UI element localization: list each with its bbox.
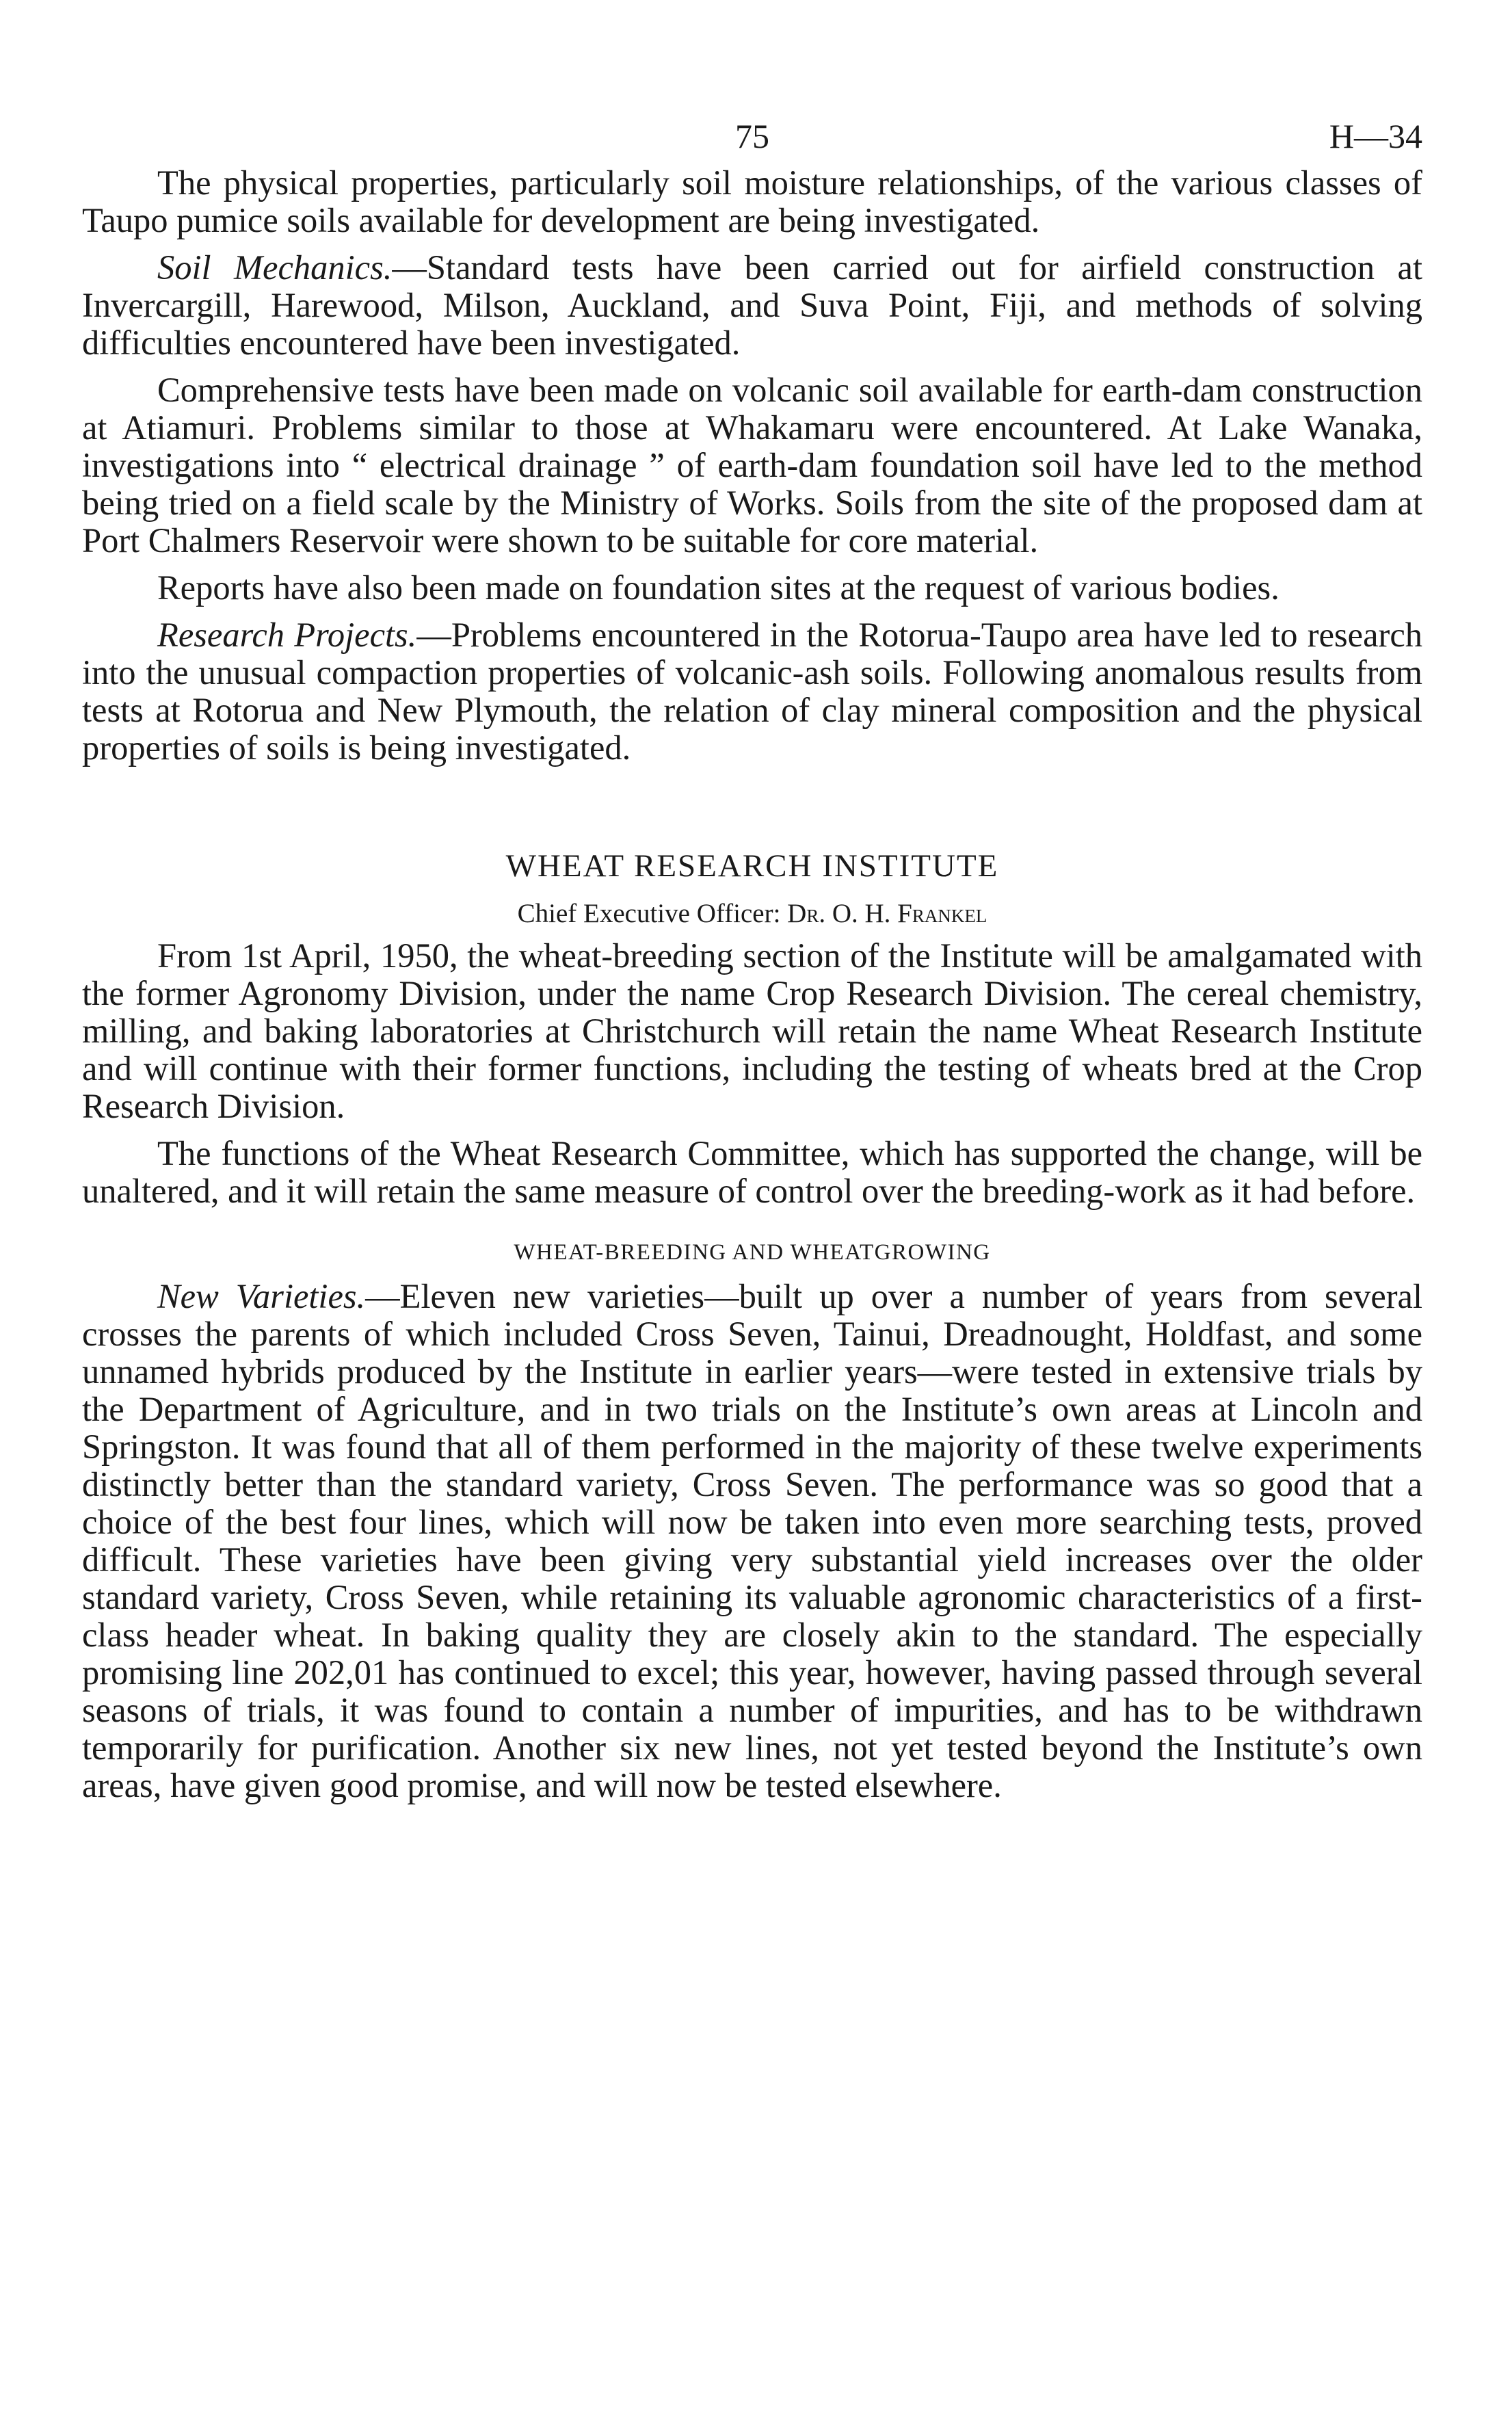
new-varieties-body: —Eleven new varieties—built up over a number of years from several crosses the parents of which included Cross Seven, Tainui, Dreadnought, Holdfast, and some unnamed hybrids produced by the Institute in earlier years—were tested in extensive trials by the Department of Agriculture, and in two trials on the Institute’s own areas at Lincoln and Springston. It was found that all of them performed in the majority of these twelve experiments distinctly better than the standard variety, Cross Seven. The performance was so good that a choice of the best four lines, which will now be taken into even more searching tests, proved difficult. These varieties have been giving very substantial yield increases over the older standard variety, Cross Seven, while retaining its valuable agronomic characteristics of a first-class header wheat. In baking quality they are closely akin to the standard. The especially promising line 202,01 has continued to excel; this year, however, having passed through several seasons of trials, it was found to contain a number of impurities, and has to be withdrawn temporarily for purification. Another six new lines, not yet tested beyond the Institute’s own areas, have given good promise, and will now be tested elsewhere. bbox=[82, 1277, 1422, 1804]
soil-mechanics-body: —Standard tests have been carried out for airfield construction at Invercargill, Harewood, Milson, Auckland, and Suva Point, Fiji, and methods of solving difficulties encountered have been investigated. bbox=[82, 248, 1422, 362]
chief-officer-line bbox=[82, 898, 1422, 929]
page-number: 75 bbox=[735, 117, 769, 155]
soil-mechanics-heading: Soil Mechanics. bbox=[157, 248, 393, 287]
paragraph-committee: The functions of the Wheat Research Committee, which has supported the change, will be unaltered, and it will retain the same measure of control over the breeding-work as it had before. bbox=[82, 1134, 1422, 1210]
paragraph-new-varieties bbox=[82, 1278, 1422, 1804]
document-page bbox=[82, 103, 1422, 1814]
document-reference: H—34 bbox=[1329, 117, 1422, 155]
page-header bbox=[82, 103, 1422, 164]
paragraph-foundation-reports: Reports have also been made on foundation sites at the request of various bodies. bbox=[157, 568, 1279, 607]
section-title: WHEAT RESEARCH INSTITUTE bbox=[505, 848, 999, 884]
research-projects-heading: Research Projects. bbox=[157, 616, 417, 654]
paragraph-pumice-soils: The physical properties, particularly soil moisture relationships, of the various classes of Taupo pumice soils available for development are being investigated. bbox=[82, 163, 1422, 239]
officer-name: Dr. O. H. Frankel bbox=[787, 899, 987, 928]
research-projects-body: —Problems encountered in the Rotorua-Taupo area have led to research into the unusual compaction properties of volcanic-ash soils. Following anomalous results from tests at Rotorua and New Plymouth, the relation of clay mineral composition and the physical properties of soils is being investigated. bbox=[82, 616, 1422, 767]
subsection-title: WHEAT-BREEDING AND WHEATGROWING bbox=[514, 1240, 991, 1265]
paragraph-soil-mechanics bbox=[82, 249, 1422, 362]
paragraph-research-projects bbox=[82, 616, 1422, 767]
new-varieties-heading: New Varieties. bbox=[157, 1277, 366, 1315]
paragraph-amalgamation: From 1st April, 1950, the wheat-breeding section of the Institute will be amalgamated with the former Agronomy Division, under the name Crop Research Division. The cereal chemistry, milling, and baking laboratories at Christchurch will retain the name Wheat Research Institute and will continue with their former functions, including the testing of wheats bred at the Crop Research Division. bbox=[82, 936, 1422, 1125]
officer-label: Chief Executive Officer: bbox=[517, 899, 781, 928]
paragraph-volcanic-soil-tests: Comprehensive tests have been made on volcanic soil available for earth-dam construction at Atiamuri. Problems similar to those at Whakamaru were encountered. At Lake Wanaka, investigations into “ electrical drainage ” of earth-dam foundation soil have led to the method being tried on a field scale by the Ministry of Works. Soils from the site of the proposed dam at Port Chalmers Reservoir were shown to be suitable for core material. bbox=[82, 371, 1422, 560]
